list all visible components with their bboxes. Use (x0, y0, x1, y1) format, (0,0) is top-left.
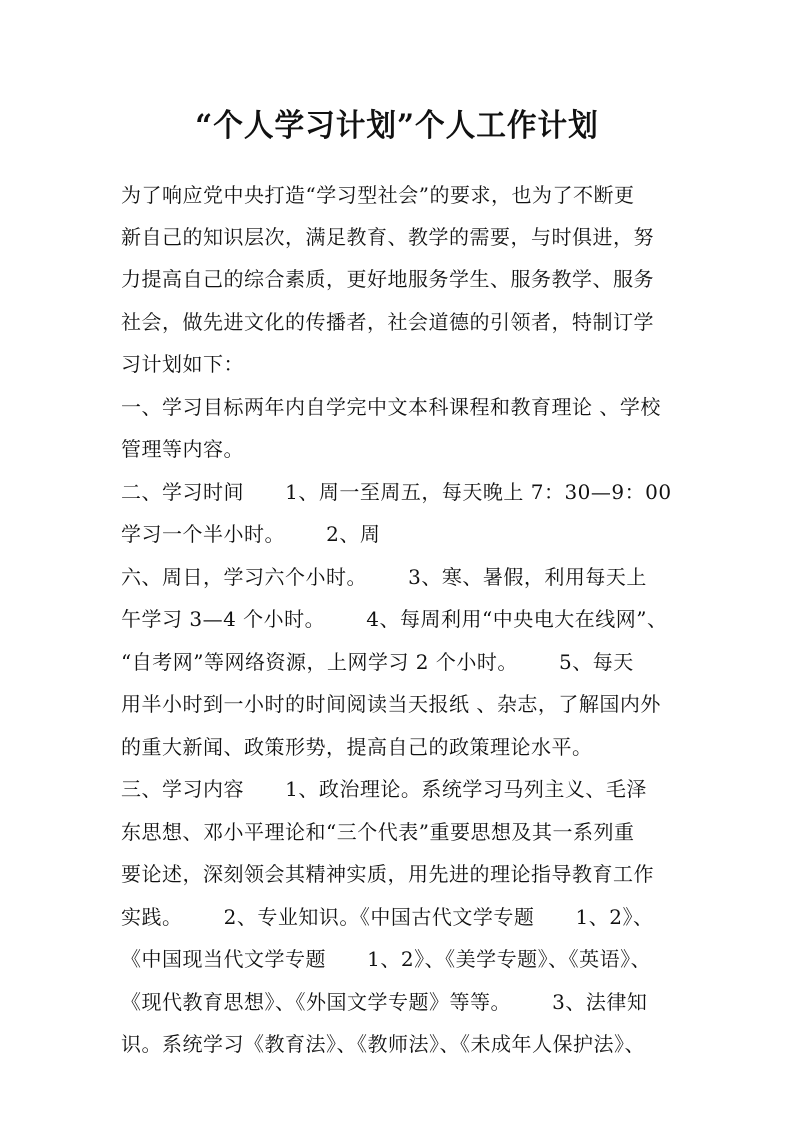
body-line-17: 要论述，深刻领会其精神实质，用先进的理论指导教育工作 (121, 862, 654, 886)
body-line-10: 六、周日，学习六个小时。 3、寒、暑假，利用每天上 (121, 565, 647, 589)
body-line-3: 力提高自己的综合素质，更好地服务学生、服务教学、服务 (121, 267, 654, 291)
body-line-11: 午学习 3—4 个小时。 4、每周利用“中央电大在线网”、 (121, 607, 668, 631)
body-line-5: 习计划如下： (121, 352, 244, 376)
body-line-1: 为了响应党中央打造“学习型社会”的要求，也为了不断更 (121, 183, 635, 207)
body-line-2: 新自己的知识层次，满足教育、教学的需要，与时俱进，努 (121, 225, 654, 249)
body-line-6: 一、学习目标两年内自学完中文本科课程和教育理论 、学校 (121, 395, 661, 419)
body-line-9: 学习一个半小时。 2、周 (121, 522, 381, 546)
body-line-18: 实践。 2、专业知识。《中国古代文学专题 1、2》、 (121, 905, 654, 929)
body-line-8: 二、学习时间 1、周一至周五，每天晚上 7：30—9：00 (121, 480, 672, 504)
body-line-7: 管理等内容。 (121, 437, 244, 461)
body-line-14: 的重大新闻、政策形势，提高自己的政策理论水平。 (121, 735, 593, 759)
body-line-15: 三、学习内容 1、政治理论。系统学习马列主义、毛泽 (121, 777, 647, 801)
body-line-13: 用半小时到一小时的时间阅读当天报纸 、杂志，了解国内外 (121, 692, 661, 716)
body-line-21: 识。系统学习《教育法》、《教师法》、《未成年人保护法》、 (121, 1032, 645, 1056)
body-line-20: 《现代教育思想》、《外国文学专题》等等。 3、法律知 (121, 990, 648, 1014)
body-line-19: 《中国现当代文学专题 1、2》、《美学专题》、《英语》、 (121, 947, 652, 971)
body-line-12: “自考网”等网络资源，上网学习 2 个小时。 5、每天 (121, 650, 634, 674)
body-line-16: 东思想、邓小平理论和“三个代表”重要思想及其一系列重 (121, 820, 635, 844)
document-title: “个人学习计划”个人工作计划 (195, 108, 599, 144)
body-line-4: 社会，做先进文化的传播者，社会道德的引领者，特制订学 (121, 310, 654, 334)
